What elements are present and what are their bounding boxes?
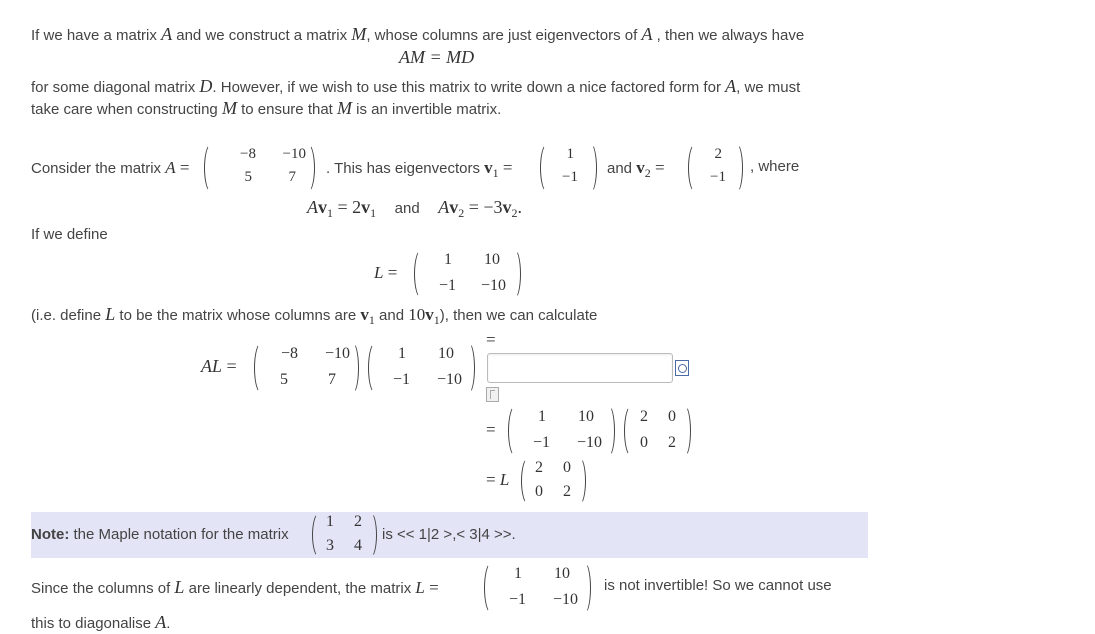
calc-matrix-d: 2 0 0 2 [624, 405, 694, 457]
l-equals: L = [374, 263, 398, 282]
define-text: If we define [31, 226, 108, 243]
matrix-l-definition: 1 10 −1 −10 [414, 249, 524, 299]
conclusion-line-2: this to diagonalise A. [31, 612, 171, 632]
intro-line-1: If we have a matrix A and we construct a matrix M, whose columns are just eigenvectors of A , then we always have [31, 24, 805, 44]
conclusion-line-1: Since the columns of L are linearly dependent, the matrix L = [31, 577, 439, 597]
calc-equals-1: = [486, 330, 496, 349]
vector-v2: 2 −1 [688, 143, 748, 193]
equation-am-md: AM = MD [399, 47, 475, 67]
calc-equals-2: = [486, 420, 496, 439]
and-v2-text: and $v_2$ = [607, 158, 665, 180]
help-icon[interactable] [486, 387, 499, 402]
note-maple-notation: is << 1|2 >,< 3|4 >>. [382, 526, 516, 543]
conclusion-not-invertible: is not invertible! So we cannot use [604, 577, 832, 594]
calc-matrix-a: −8 −10 5 7 [254, 342, 362, 394]
calc-matrix-l: 1 10 −1 −10 [368, 342, 478, 394]
eigen-equations: $Av_1 = 2v_1$ and $Av_2 = -3v_2$. [307, 197, 522, 220]
matrix-a: −8 −10 5 7 [204, 143, 316, 193]
where-text: , where [750, 158, 800, 175]
preview-icon[interactable] [675, 360, 689, 376]
eigenvectors-text: . This has eigenvectors $v_1$ = [326, 158, 513, 180]
ie-text: (i.e. define L to be the matrix whose columns are $v_1$ and $10v_1$), then we can calculate [31, 304, 598, 327]
vector-v1: 1 −1 [540, 143, 602, 193]
note-matrix: 1 2 3 4 [312, 512, 382, 558]
al-equals: AL = [201, 356, 237, 376]
calc-matrix-d2: 2 0 0 2 [521, 457, 591, 505]
consider-text: Consider the matrix A = [31, 158, 190, 177]
conclusion-matrix-l: 1 10 −1 −10 [484, 562, 594, 614]
calc-matrix-l2: 1 10 −1 −10 [508, 405, 618, 457]
answer-input[interactable] [487, 353, 673, 383]
note-text: Note: the Maple notation for the matrix [31, 526, 289, 543]
intro-line-3: take care when constructing M to ensure that M is an invertible matrix. [31, 98, 502, 118]
intro-line-2: for some diagonal matrix D. However, if we wish to use this matrix to write down a nice factored form for A, we must [31, 76, 801, 96]
calc-equals-3: = L [486, 470, 510, 489]
